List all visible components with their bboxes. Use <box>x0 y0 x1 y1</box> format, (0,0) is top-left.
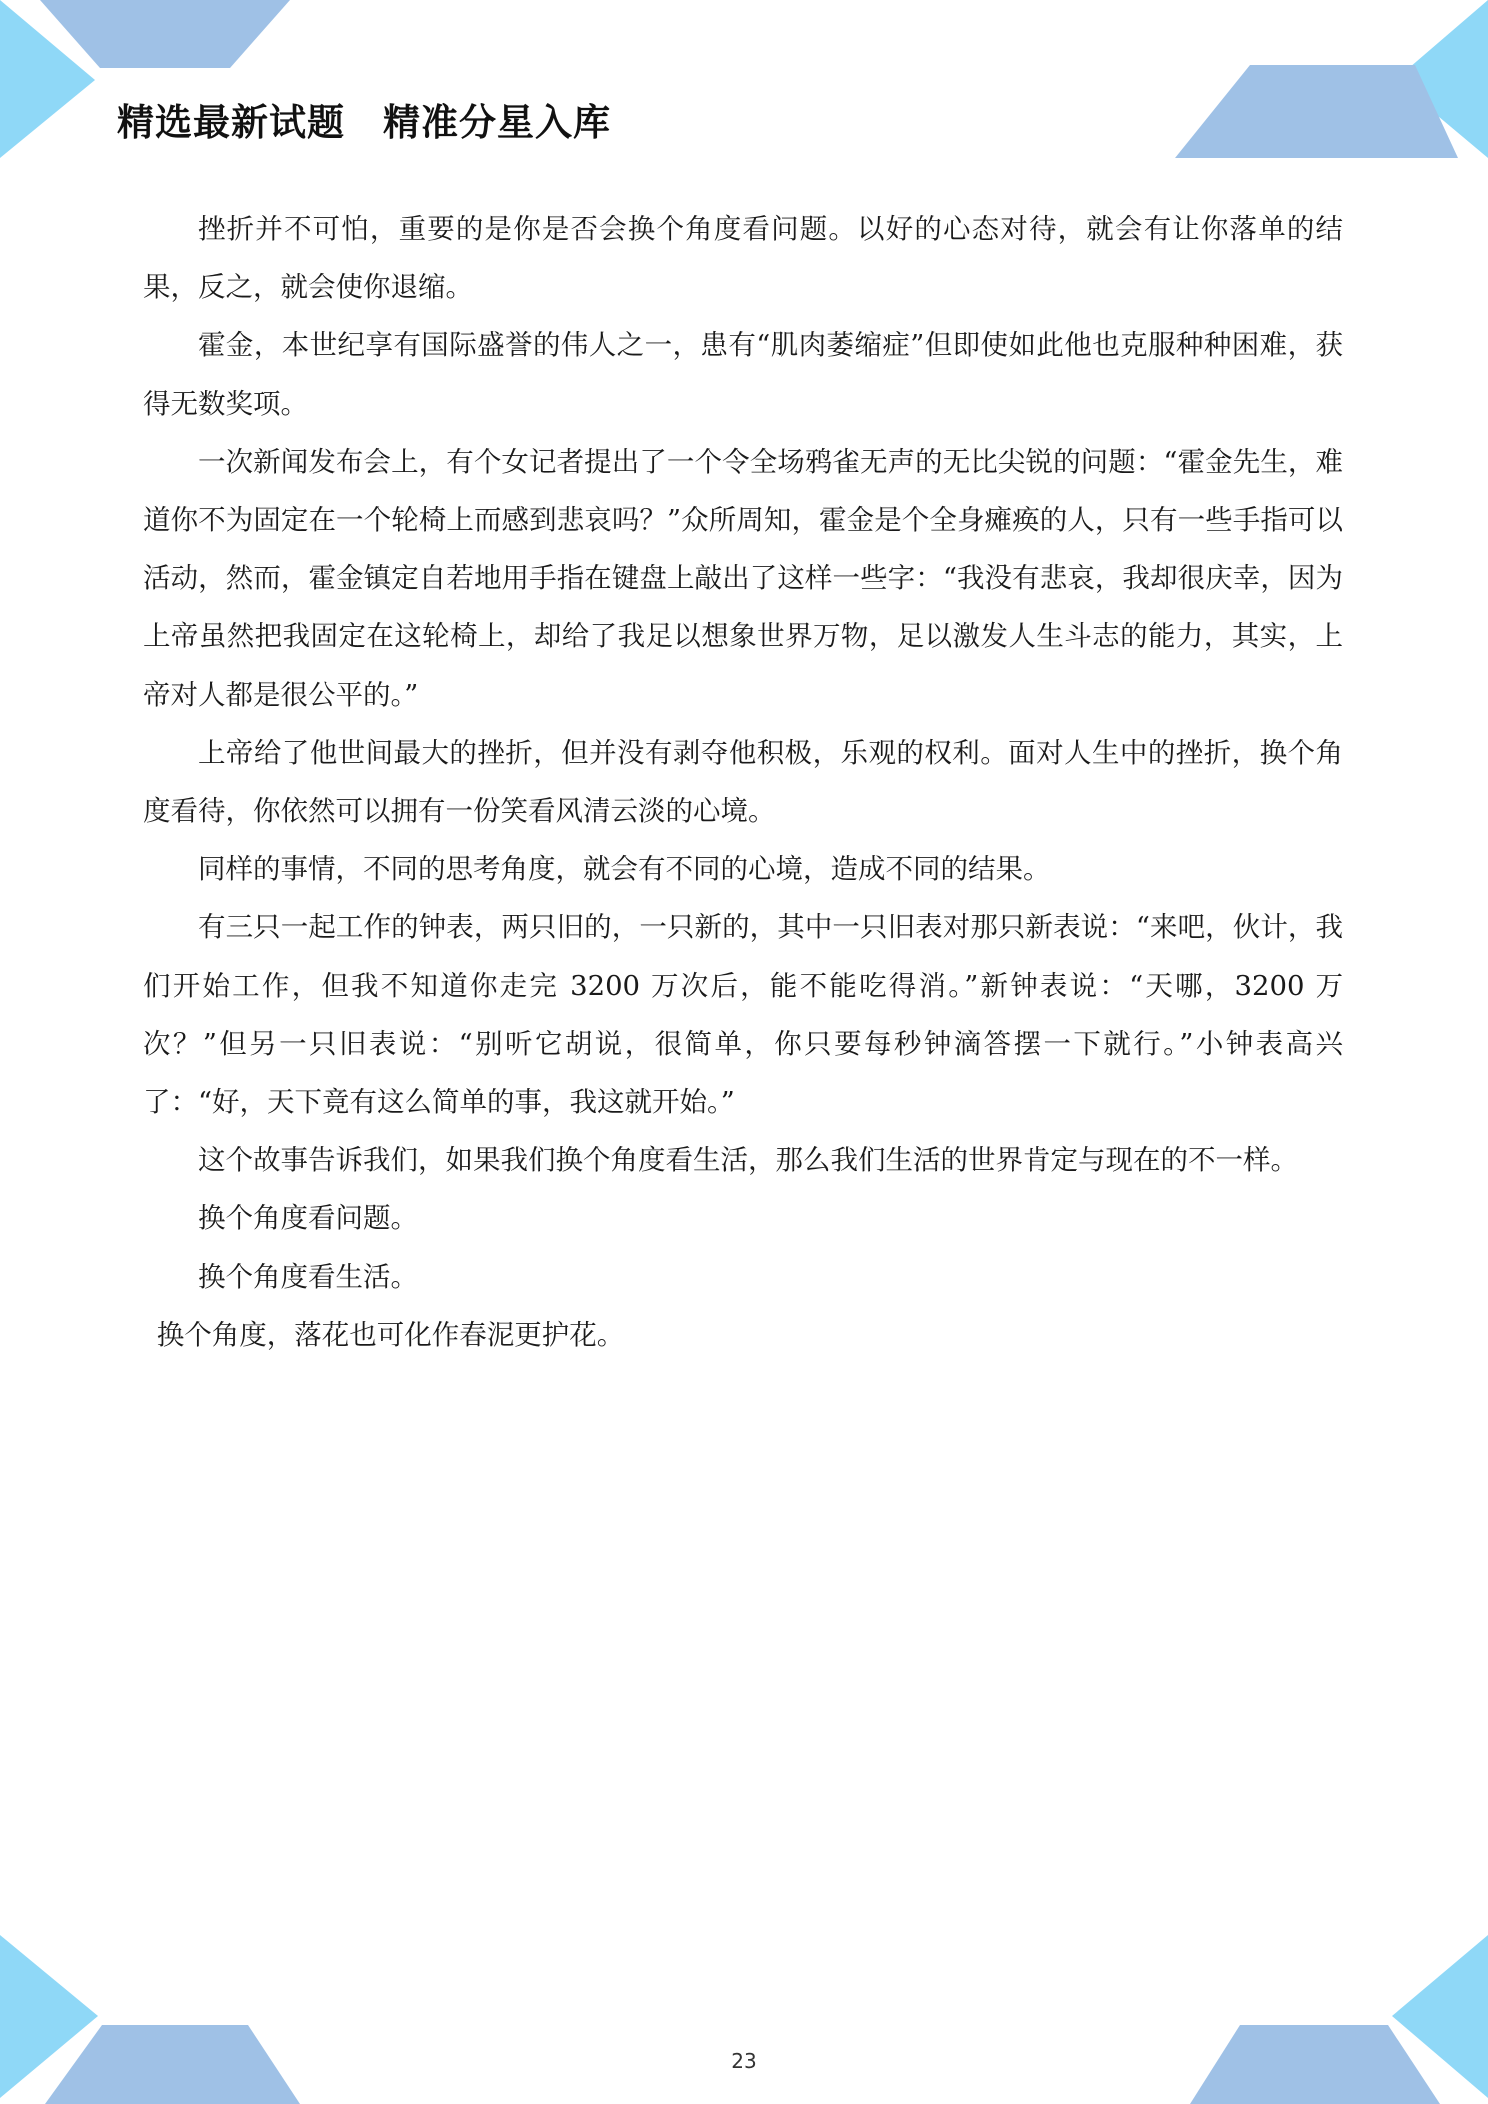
paragraph: 一次新闻发布会上，有个女记者提出了一个令全场鸦雀无声的无比尖锐的问题：“霍金先生，难道你不为固定在一个轮椅上而感到悲哀吗？”众所周知，霍金是个全身瘫痪的人，只有一些手指可以活动，然而，霍金镇定自若地用手指在键盘上敲出了这样一些字：“我没有悲哀，我却很庆幸，因为上帝虽然把我固定在这轮椅上，却给了我足以想象世界万物，足以激发人生斗志的能力，其实，上帝对人都是很公平的。” <box>143 445 1343 711</box>
paragraph: 这个故事告诉我们，如果我们换个角度看生活，那么我们生活的世界肯定与现在的不一样。 <box>198 1144 1298 1177</box>
paragraph: 同样的事情，不同的思考角度，就会有不同的心境，造成不同的结果。 <box>198 853 1051 886</box>
paragraph: 换个角度看生活。 <box>198 1260 418 1293</box>
paragraph: 换个角度看问题。 <box>198 1202 418 1235</box>
bottom-right-corner-decoration <box>1170 1930 1488 2104</box>
closing-paragraph: 换个角度，落花也可化作春泥更护花。 <box>156 1318 625 1351</box>
paragraph: 霍金，本世纪享有国际盛誉的伟人之一，患有“肌肉萎缩症”但即使如此他也克服种种困难，获得无数奖项。 <box>143 329 1343 420</box>
article-body <box>143 200 1343 1364</box>
top-right-corner-decoration <box>1160 0 1488 170</box>
bottom-left-corner-decoration <box>0 1930 320 2104</box>
paragraph: 上帝给了他世间最大的挫折，但并没有剥夺他积极，乐观的权利。面对人生中的挫折，换个角度看待，你依然可以拥有一份笑看风清云淡的心境。 <box>143 736 1343 828</box>
page-number: 23 <box>731 2049 757 2073</box>
page-header-title: 精选最新试题 精准分星入库 <box>117 101 611 144</box>
paragraph: 挫折并不可怕，重要的是你是否会换个角度看问题。以好的心态对待，就会有让你落单的结果，反之，就会使你退缩。 <box>143 213 1343 304</box>
paragraph: 有三只一起工作的钟表，两只旧的，一只新的，其中一只旧表对那只新表说：“来吧，伙计，我们开始工作，但我不知道你走完 3200 万次后，能不能吃得消。”新钟表说：“天哪，3200 万次？”但另一只旧表说：“别听它胡说，很简单，你只要每秒钟滴答摆一下就行。”小钟表高兴了：“好，天下竟有这么简单的事，我这就开始。” <box>143 911 1343 1119</box>
